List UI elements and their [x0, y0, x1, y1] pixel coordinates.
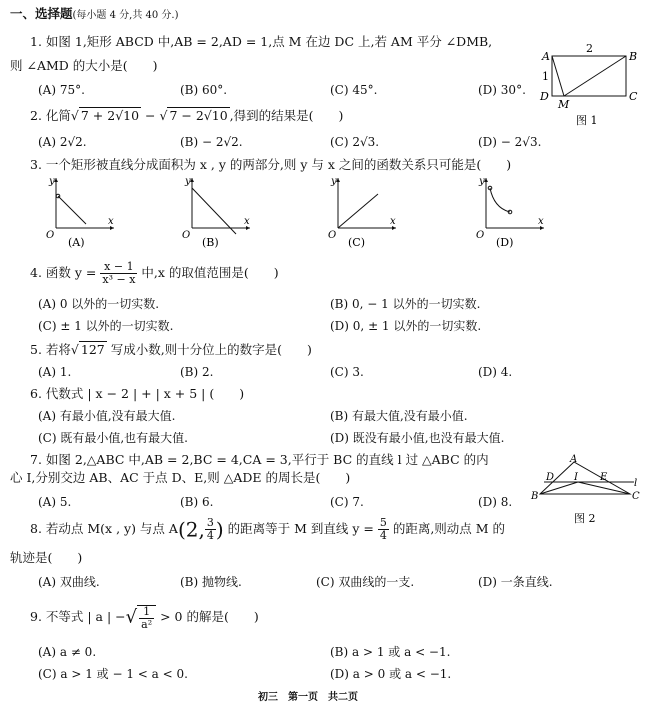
figure-2 [530, 452, 642, 528]
q5-sqrt-symbol: √ [70, 342, 79, 357]
figure-1 [536, 38, 642, 130]
q8-option-c: (C) 双曲线的一支. [316, 575, 415, 589]
q8-option-d: (D) 一条直线. [478, 575, 553, 589]
q4-fraction [100, 261, 137, 286]
q2-suffix: ,得到的结果是( ) [229, 108, 344, 123]
figure-1-rectangle [552, 56, 626, 96]
q9-root-numerator: 1 [139, 606, 154, 619]
q5-option-a: (A) 1. [38, 365, 72, 379]
figure-1-label-d: D [540, 90, 549, 103]
q7-option-d: (D) 8. [478, 495, 513, 509]
q4-option-a: (A) 0 以外的一切实数. [38, 297, 160, 311]
q4-denominator: x³ − x [102, 273, 136, 286]
q2-option-b: (B) − 2√2. [180, 135, 243, 149]
figure-1-label-b: B [629, 50, 638, 63]
q8-point-numerator: 3 [206, 516, 214, 529]
q3-graph-a-label: (A) [68, 236, 85, 249]
q3-graph-a-y-label: y [49, 176, 55, 187]
q3-graph-a-origin: O [46, 230, 55, 241]
q3-graph-a [40, 174, 120, 250]
q3-graph-d-origin: O [476, 230, 485, 241]
q9-root-denominator: a² [141, 617, 153, 631]
q2-prefix: 2. 化简 [30, 108, 71, 123]
q5-radicand: 127 [80, 342, 105, 357]
q3-graph-a-x-label: x [108, 216, 114, 227]
q6-stem: 6. 代数式 | x − 2 | + | x + 5 | ( ) [30, 386, 245, 401]
q3-graph-a-curve [58, 196, 86, 224]
q7-option-b: (B) 6. [180, 495, 214, 509]
figure-1-label-ad-length: 1 [542, 70, 549, 83]
q3-graph-c-curve [338, 194, 378, 228]
q9-sqrt-symbol: √ [125, 606, 138, 628]
q8-line2: 轨迹是( ) [10, 550, 83, 565]
q2-stem [30, 108, 343, 124]
q7-option-a: (A) 5. [38, 495, 72, 509]
q2-radicand-1: 7 + 2√10 [80, 108, 140, 123]
q1-line2: 则 ∠AMD 的大小是( ) [10, 58, 158, 73]
q2-sqrt-symbol-2: √ [159, 108, 168, 123]
q3-graph-b-label: (B) [202, 236, 219, 249]
q9-suffix: > 0 的解是( ) [160, 609, 259, 624]
q4-option-b: (B) 0, − 1 以外的一切实数. [330, 297, 481, 311]
q8-option-a: (A) 双曲线. [38, 575, 100, 589]
q4-stem [30, 260, 279, 286]
q5-option-b: (B) 2. [180, 365, 214, 379]
q3-graph-b [176, 174, 256, 250]
q3-graph-c [322, 174, 402, 250]
q8-middle: 的距离等于 M 到直线 y = [227, 521, 374, 536]
figure-2-label-b: B [531, 491, 539, 502]
q5-suffix: 写成小数,则十分位上的数字是( ) [106, 342, 312, 357]
q8-point-fraction [205, 517, 216, 542]
q5-option-d: (D) 4. [478, 365, 513, 379]
figure-2-label-e: E [600, 472, 608, 483]
q6-option-a: (A) 有最小值,没有最大值. [38, 409, 176, 423]
q8-suffix: 的距离,则动点 M 的 [392, 521, 506, 536]
q5-option-c: (C) 3. [330, 365, 364, 379]
q2-minus: − [141, 108, 160, 123]
q4-numerator: x − 1 [100, 261, 137, 274]
q9-prefix: 9. 不等式 | a | − [30, 609, 126, 624]
q1-option-b: (B) 60°. [180, 83, 228, 97]
q7-line1: 7. 如图 2,△ABC 中,AB = 2,BC = 4,CA = 3,平行于 BC 的直线 l 过 △ABC 的内 [30, 452, 489, 467]
figure-2-label-i: I [574, 472, 578, 483]
section-header [10, 6, 178, 24]
q8-stem [30, 514, 505, 545]
q3-graph-c-origin: O [328, 230, 337, 241]
figure-1-label-c: C [629, 90, 638, 103]
q9-option-b: (B) a > 1 或 a < −1. [330, 645, 451, 659]
q2-option-d: (D) − 2√3. [478, 135, 542, 149]
q1-option-d: (D) 30°. [478, 83, 526, 97]
q2-option-a: (A) 2√2. [38, 135, 87, 149]
q7-line2: 心 I,分别交边 AB、AC 于点 D、E,则 △ADE 的周长是( ) [10, 470, 351, 485]
figure-1-bm [564, 56, 626, 96]
q3-graph-b-origin: O [182, 230, 191, 241]
figure-1-am [552, 56, 564, 96]
q3-graph-d-label: (D) [496, 236, 514, 249]
q8-prefix: 8. 若动点 M(x , y) 与点 A [30, 521, 178, 536]
q8-line-fraction [378, 517, 389, 542]
q3-graph-c-x-label: x [390, 216, 396, 227]
q4-prefix: 4. 函数 y = [30, 265, 97, 280]
figure-2-label-a: A [570, 454, 578, 465]
figure-1-label-a: A [542, 50, 550, 63]
figure-2-label-c: C [632, 491, 640, 502]
q6-option-d: (D) 既没有最小值,也没有最大值. [330, 431, 505, 445]
q8-point-close: ) [215, 517, 224, 542]
q3-graph-b-y-label: y [185, 176, 191, 187]
q3-graph-c-y-label: y [331, 176, 337, 187]
q3-graph-d-y-label: y [479, 176, 485, 187]
figure-2-label-d: D [546, 472, 555, 483]
q3-graph-d-curve [490, 188, 510, 212]
q9-stem [30, 602, 259, 633]
section-title: 一、选择题 [10, 6, 73, 21]
q2-sqrt-symbol-1: √ [70, 108, 79, 123]
q4-option-c: (C) ± 1 以外的一切实数. [38, 319, 174, 333]
q3-graph-b-curve [192, 188, 236, 234]
q5-stem [30, 342, 312, 358]
q2-option-c: (C) 2√3. [330, 135, 380, 149]
figure-2-label-l: l [634, 478, 638, 489]
page-footer: 初三 第一页 共二页 [258, 692, 358, 703]
q9-root-fraction [137, 605, 156, 631]
q9-option-c: (C) a > 1 或 − 1 < a < 0. [38, 667, 188, 681]
q2-radicand-2: 7 − 2√10 [169, 108, 228, 123]
figure-1-label-m: M [558, 98, 570, 111]
q3-stem: 3. 一个矩形被直线分成面积为 x , y 的两部分,则 y 与 x 之间的函数关系只可能是( ) [30, 157, 512, 172]
q1-option-a: (A) 75°. [38, 83, 85, 97]
section-note: (每小题 4 分,共 40 分.) [72, 10, 179, 21]
figure-2-caption: 图 2 [574, 512, 596, 525]
q1-option-c: (C) 45°. [330, 83, 378, 97]
q9-option-a: (A) a ≠ 0. [38, 645, 97, 659]
q3-graph-d [470, 174, 550, 250]
q8-line-denominator: 4 [379, 529, 387, 542]
q5-prefix: 5. 若将 [30, 342, 71, 357]
q8-point-denominator: 4 [206, 529, 214, 542]
q8-point-open: (2, [177, 517, 205, 542]
q6-option-c: (C) 既有最小值,也有最大值. [38, 431, 188, 445]
q6-option-b: (B) 有最大值,没有最小值. [330, 409, 468, 423]
q1-line1: 1. 如图 1,矩形 ABCD 中,AB = 2,AD = 1,点 M 在边 DC 上,若 AM 平分 ∠DMB, [30, 34, 493, 49]
figure-2-bisector-c [578, 482, 630, 494]
figure-1-label-ab-length: 2 [586, 42, 593, 55]
q7-option-c: (C) 7. [330, 495, 364, 509]
q8-line-numerator: 5 [379, 516, 387, 529]
q3-graph-b-x-label: x [244, 216, 250, 227]
q8-option-b: (B) 抛物线. [180, 575, 242, 589]
q4-option-d: (D) 0, ± 1 以外的一切实数. [330, 319, 482, 333]
q3-graph-d-x-label: x [538, 216, 544, 227]
q4-suffix: 中,x 的取值范围是( ) [141, 265, 279, 280]
figure-1-caption: 图 1 [576, 114, 598, 127]
q3-graph-c-label: (C) [348, 236, 365, 249]
q9-option-d: (D) a > 0 或 a < −1. [330, 667, 452, 681]
